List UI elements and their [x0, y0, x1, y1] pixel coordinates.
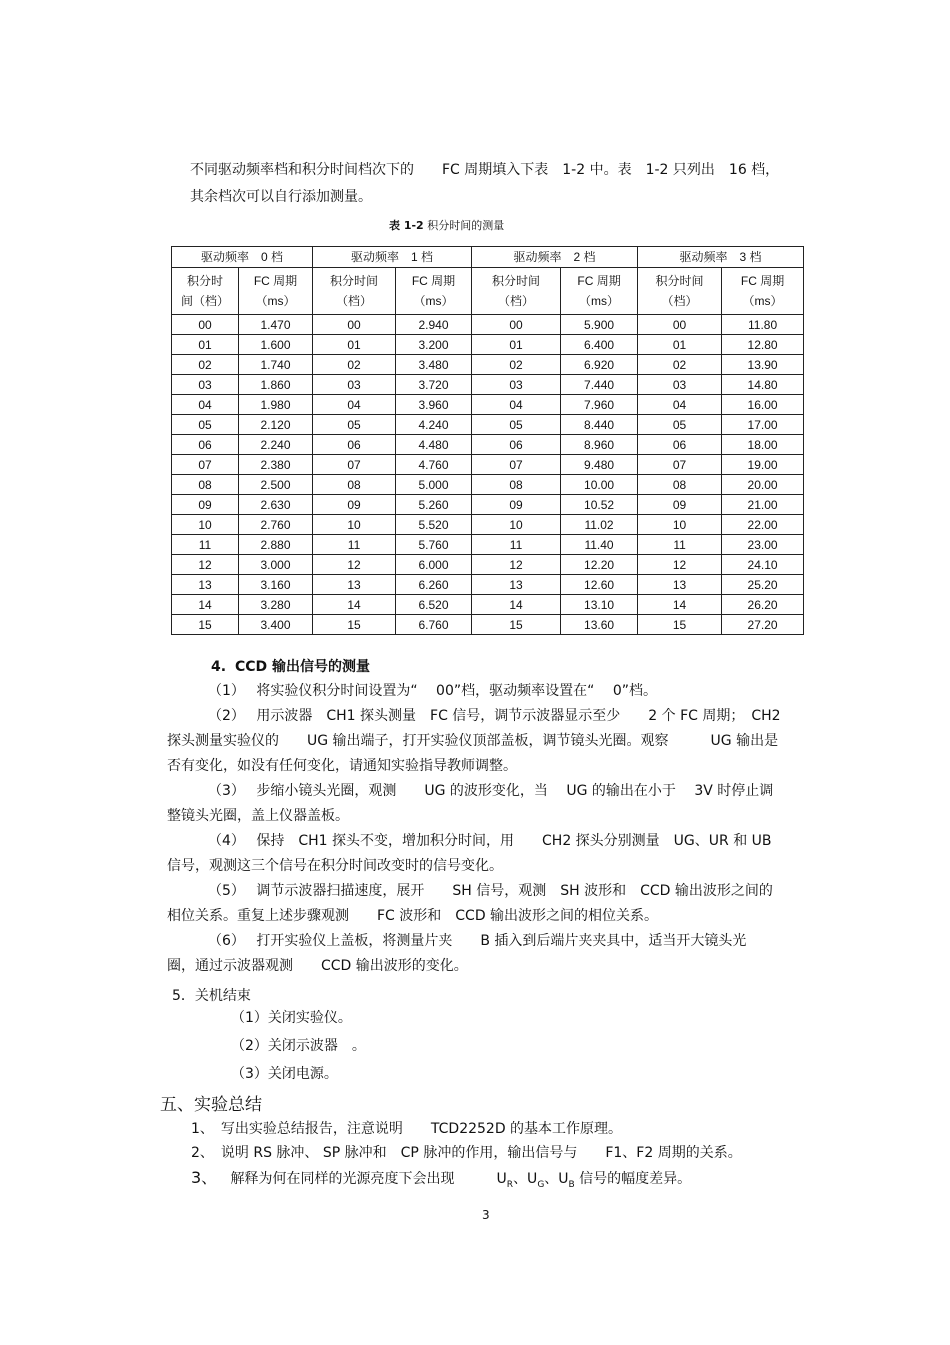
- integration-step-cell: 02: [472, 355, 561, 375]
- subheader-line-top: 积分时间: [330, 274, 379, 288]
- fc-period-cell: 1.740: [239, 355, 313, 375]
- fc-period-cell: 3.160: [239, 575, 313, 595]
- summary-item-3-mid2: 、U: [544, 1171, 569, 1187]
- subheader-line-top: FC 周期: [577, 274, 621, 288]
- step-5-line-a: （5） 调节示波器扫描速度，展开 SH 信号，观测 SH 波形和 CCD 输出波形之间的: [208, 883, 773, 899]
- fc-period-cell: 22.00: [722, 515, 804, 535]
- fc-period-cell: 1.470: [239, 315, 313, 335]
- table-row: [172, 395, 804, 415]
- fc-period-cell: 24.10: [722, 555, 804, 575]
- fc-period-cell: 17.00: [722, 415, 804, 435]
- subheader-cell: [396, 268, 472, 315]
- intro-line-1: 不同驱动频率档和积分时间档次下的 FC 周期填入下表 1-2 中。表 1-2 只列出 16 档，: [190, 162, 780, 178]
- section4-heading-text: CCD 输出信号的测量: [234, 659, 371, 675]
- summary-item-3: [191, 1168, 691, 1195]
- subheader-line-top: FC 周期: [411, 274, 456, 288]
- fc-period-cell: 4.240: [396, 415, 472, 435]
- fc-period-cell: 11.02: [561, 515, 638, 535]
- integration-step-cell: 04: [313, 395, 396, 415]
- integration-step-cell: 00: [638, 315, 722, 335]
- integration-step-cell: 14: [638, 595, 722, 615]
- fc-period-cell: 4.480: [396, 435, 472, 455]
- summary-item-3-post: 信号的幅度差异。: [574, 1171, 692, 1187]
- shutdown-item-1: （1）关闭实验仪。: [231, 1010, 352, 1026]
- integration-step-cell: 12: [172, 555, 239, 575]
- integration-step-cell: 08: [472, 475, 561, 495]
- integration-step-cell: 05: [472, 415, 561, 435]
- fc-period-cell: 5.900: [561, 315, 638, 335]
- table-row: [172, 475, 804, 495]
- fc-period-cell: 2.120: [239, 415, 313, 435]
- fc-period-cell: 7.440: [561, 375, 638, 395]
- subheader-line-top: 积分时间: [492, 274, 541, 288]
- fc-period-cell: 5.260: [396, 495, 472, 515]
- subheader-cell: [638, 268, 722, 315]
- integration-step-cell: 07: [172, 455, 239, 475]
- subheader-line-bottom: （档）: [498, 294, 535, 308]
- integration-step-cell: 13: [313, 575, 396, 595]
- integration-time-table: [171, 246, 804, 635]
- integration-step-cell: 03: [638, 375, 722, 395]
- fc-period-cell: 20.00: [722, 475, 804, 495]
- fc-period-cell: 10.00: [561, 475, 638, 495]
- integration-step-cell: 07: [472, 455, 561, 475]
- step-6-line-b: 圈，通过示波器观测 CCD 输出波形的变化。: [167, 958, 468, 974]
- fc-period-cell: 12.60: [561, 575, 638, 595]
- integration-step-cell: 05: [638, 415, 722, 435]
- integration-step-cell: 00: [172, 315, 239, 335]
- subheader-line-bottom: （ms）: [579, 294, 620, 308]
- fc-period-cell: 6.400: [561, 335, 638, 355]
- integration-step-cell: 08: [172, 475, 239, 495]
- subheader-cell: [472, 268, 561, 315]
- integration-step-cell: 11: [472, 535, 561, 555]
- subheader-line-bottom: （档）: [661, 294, 698, 308]
- shutdown-item-2: （2）关闭示波器 。: [231, 1038, 366, 1054]
- fc-period-cell: 11.80: [722, 315, 804, 335]
- integration-step-cell: 11: [313, 535, 396, 555]
- fc-period-cell: 1.980: [239, 395, 313, 415]
- subheader-cell: [561, 268, 638, 315]
- table-header-row: [172, 247, 804, 268]
- table-subheader-row: [172, 268, 804, 315]
- fc-period-cell: 13.90: [722, 355, 804, 375]
- fc-period-cell: 6.760: [396, 615, 472, 635]
- fc-period-cell: 2.240: [239, 435, 313, 455]
- integration-step-cell: 10: [172, 515, 239, 535]
- table-row: [172, 515, 804, 535]
- summary-item-2: 2、 说明 RS 脉冲、 SP 脉冲和 CP 脉冲的作用，输出信号与 F1、F2 周期的关系。: [191, 1145, 742, 1161]
- subheader-cell: [239, 268, 313, 315]
- subheader-line-bottom: （档）: [336, 294, 373, 308]
- fc-period-cell: 3.000: [239, 555, 313, 575]
- fc-period-cell: 18.00: [722, 435, 804, 455]
- step-2-line-a: （2） 用示波器 CH1 探头测量 FC 信号，调节示波器显示至少 2 个 FC 周期； CH2: [208, 708, 781, 724]
- fc-period-cell: 13.60: [561, 615, 638, 635]
- step-3-line-a: （3） 步缩小镜头光圈，观测 UG 的波形变化，当 UG 的输出在小于 3V 时停止调: [208, 783, 774, 799]
- table-row: [172, 535, 804, 555]
- fc-period-cell: 3.720: [396, 375, 472, 395]
- table-row: [172, 455, 804, 475]
- freq-header-0: 驱动频率 0 档: [172, 247, 313, 268]
- step-1-line: （1） 将实验仪积分时间设置为“ 00”档，驱动频率设置在“ 0”档。: [208, 683, 657, 699]
- subheader-line-top: 积分时间: [655, 274, 704, 288]
- summary-item-1: 1、 写出实验总结报告，注意说明 TCD2252D 的基本工作原理。: [191, 1121, 623, 1137]
- integration-step-cell: 09: [472, 495, 561, 515]
- integration-step-cell: 05: [313, 415, 396, 435]
- integration-step-cell: 01: [313, 335, 396, 355]
- fc-period-cell: 27.20: [722, 615, 804, 635]
- subheader-line-top: 积分时: [186, 274, 223, 288]
- integration-step-cell: 13: [638, 575, 722, 595]
- section4-heading: [211, 657, 370, 677]
- integration-step-cell: 15: [172, 615, 239, 635]
- subheader-line-bottom: 间（档）: [180, 294, 229, 308]
- integration-step-cell: 10: [472, 515, 561, 535]
- fc-period-cell: 10.52: [561, 495, 638, 515]
- step-4-line-b: 信号，观测这三个信号在积分时间改变时的信号变化。: [167, 858, 503, 874]
- integration-step-cell: 01: [472, 335, 561, 355]
- integration-step-cell: 14: [313, 595, 396, 615]
- summary-item-3-num: 3、: [191, 1168, 218, 1187]
- summary-item-3-pre: 解释为何在同样的光源亮度下会出现 U: [230, 1171, 507, 1187]
- integration-step-cell: 04: [472, 395, 561, 415]
- fc-period-cell: 13.10: [561, 595, 638, 615]
- fc-period-cell: 9.480: [561, 455, 638, 475]
- integration-step-cell: 09: [638, 495, 722, 515]
- subheader-line-bottom: （ms）: [255, 294, 296, 308]
- fc-period-cell: 19.00: [722, 455, 804, 475]
- fc-period-cell: 11.40: [561, 535, 638, 555]
- integration-step-cell: 15: [313, 615, 396, 635]
- table-row: [172, 435, 804, 455]
- summary-item-3-mid1: 、U: [513, 1171, 538, 1187]
- page-number: 3: [482, 1208, 490, 1222]
- fc-period-cell: 3.480: [396, 355, 472, 375]
- integration-step-cell: 06: [172, 435, 239, 455]
- integration-step-cell: 11: [638, 535, 722, 555]
- table-row: [172, 375, 804, 395]
- integration-step-cell: 10: [638, 515, 722, 535]
- integration-step-cell: 10: [313, 515, 396, 535]
- table-row: [172, 315, 804, 335]
- table-row: [172, 575, 804, 595]
- fc-period-cell: 2.880: [239, 535, 313, 555]
- fc-period-cell: 16.00: [722, 395, 804, 415]
- integration-step-cell: 15: [472, 615, 561, 635]
- integration-step-cell: 13: [472, 575, 561, 595]
- integration-step-cell: 09: [313, 495, 396, 515]
- fc-period-cell: 1.600: [239, 335, 313, 355]
- fc-period-cell: 3.200: [396, 335, 472, 355]
- integration-step-cell: 03: [472, 375, 561, 395]
- table-row: [172, 595, 804, 615]
- step-4-line-a: （4） 保持 CH1 探头不变，增加积分时间，用 CH2 探头分别测量 UG、UR 和 UB: [208, 833, 772, 849]
- integration-step-cell: 12: [313, 555, 396, 575]
- fc-period-cell: 4.760: [396, 455, 472, 475]
- subheader-cell: [313, 268, 396, 315]
- freq-header-1: 驱动频率 1 档: [313, 247, 472, 268]
- integration-step-cell: 15: [638, 615, 722, 635]
- integration-step-cell: 02: [638, 355, 722, 375]
- shutdown-item-3: （3）关闭电源。: [231, 1066, 338, 1082]
- integration-step-cell: 00: [472, 315, 561, 335]
- fc-period-cell: 3.280: [239, 595, 313, 615]
- subheader-line-bottom: （ms）: [413, 294, 454, 308]
- fc-period-cell: 14.80: [722, 375, 804, 395]
- table-row: [172, 415, 804, 435]
- integration-step-cell: 02: [313, 355, 396, 375]
- integration-step-cell: 08: [313, 475, 396, 495]
- fc-period-cell: 5.760: [396, 535, 472, 555]
- table-row: [172, 495, 804, 515]
- integration-step-cell: 09: [172, 495, 239, 515]
- table-caption-label: 表 1-2: [389, 219, 424, 232]
- subheader-cell: [172, 268, 239, 315]
- fc-period-cell: 7.960: [561, 395, 638, 415]
- fc-period-cell: 5.520: [396, 515, 472, 535]
- integration-step-cell: 08: [638, 475, 722, 495]
- table-row: [172, 335, 804, 355]
- table-caption: [389, 217, 504, 233]
- integration-step-cell: 06: [472, 435, 561, 455]
- integration-step-cell: 03: [313, 375, 396, 395]
- fc-period-cell: 12.80: [722, 335, 804, 355]
- step-2-line-b: 探头测量实验仪的 UG 输出端子，打开实验仪顶部盖板，调节镜头光圈。观察 UG 输出是: [167, 733, 779, 749]
- fc-period-cell: 1.860: [239, 375, 313, 395]
- integration-step-cell: 03: [172, 375, 239, 395]
- fc-period-cell: 6.520: [396, 595, 472, 615]
- fc-period-cell: 12.20: [561, 555, 638, 575]
- subheader-line-bottom: （ms）: [742, 294, 783, 308]
- integration-step-cell: 01: [172, 335, 239, 355]
- fc-period-cell: 6.260: [396, 575, 472, 595]
- table-body: [172, 315, 804, 635]
- fc-period-cell: 2.760: [239, 515, 313, 535]
- table-row: [172, 355, 804, 375]
- subheader-line-top: FC 周期: [740, 274, 785, 288]
- fc-period-cell: 8.960: [561, 435, 638, 455]
- integration-step-cell: 07: [313, 455, 396, 475]
- fc-period-cell: 2.500: [239, 475, 313, 495]
- subheader-cell: [722, 268, 804, 315]
- integration-step-cell: 14: [172, 595, 239, 615]
- fc-period-cell: 21.00: [722, 495, 804, 515]
- integration-step-cell: 02: [172, 355, 239, 375]
- step-5-line-b: 相位关系。重复上述步骤观测 FC 波形和 CCD 输出波形之间的相位关系。: [167, 908, 659, 924]
- fc-period-cell: 5.000: [396, 475, 472, 495]
- fc-period-cell: 26.20: [722, 595, 804, 615]
- step-6-line-a: （6） 打开实验仪上盖板，将测量片夹 B 插入到后端片夹夹具中，适当开大镜头光: [208, 933, 747, 949]
- integration-step-cell: 01: [638, 335, 722, 355]
- subscript-g: G: [537, 1179, 545, 1190]
- fc-period-cell: 25.20: [722, 575, 804, 595]
- integration-step-cell: 07: [638, 455, 722, 475]
- summary-heading: 五、实验总结: [160, 1095, 262, 1115]
- integration-step-cell: 12: [638, 555, 722, 575]
- fc-period-cell: 3.400: [239, 615, 313, 635]
- integration-step-cell: 00: [313, 315, 396, 335]
- subscript-r: R: [506, 1179, 514, 1190]
- integration-step-cell: 05: [172, 415, 239, 435]
- integration-step-cell: 11: [172, 535, 239, 555]
- freq-header-2: 驱动频率 2 档: [472, 247, 638, 268]
- fc-period-cell: 2.940: [396, 315, 472, 335]
- subheader-line-top: FC 周期: [253, 274, 298, 288]
- subscript-b: B: [568, 1179, 575, 1190]
- fc-period-cell: 3.960: [396, 395, 472, 415]
- fc-period-cell: 23.00: [722, 535, 804, 555]
- intro-line-2: 其余档次可以自行添加测量。: [190, 189, 372, 205]
- integration-step-cell: 06: [638, 435, 722, 455]
- fc-period-cell: 8.440: [561, 415, 638, 435]
- table-row: [172, 615, 804, 635]
- fc-period-cell: 2.630: [239, 495, 313, 515]
- integration-step-cell: 04: [638, 395, 722, 415]
- integration-step-cell: 14: [472, 595, 561, 615]
- freq-header-3: 驱动频率 3 档: [638, 247, 804, 268]
- step-2-line-c: 否有变化，如没有任何变化，请通知实验指导教师调整。: [167, 758, 517, 774]
- integration-step-cell: 04: [172, 395, 239, 415]
- table-caption-title: 积分时间的测量: [427, 219, 505, 232]
- integration-step-cell: 06: [313, 435, 396, 455]
- section4-heading-num: 4.: [211, 659, 227, 675]
- fc-period-cell: 6.920: [561, 355, 638, 375]
- fc-period-cell: 2.380: [239, 455, 313, 475]
- integration-step-cell: 12: [472, 555, 561, 575]
- section5-heading: 5．关机结束: [172, 988, 251, 1004]
- integration-step-cell: 13: [172, 575, 239, 595]
- step-3-line-b: 整镜头光圈，盖上仪器盖板。: [167, 808, 349, 824]
- fc-period-cell: 6.000: [396, 555, 472, 575]
- table-row: [172, 555, 804, 575]
